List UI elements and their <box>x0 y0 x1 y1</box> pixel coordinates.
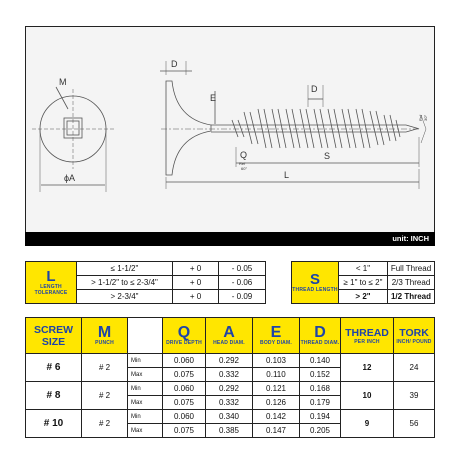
screw-drawing <box>25 26 435 246</box>
table-row <box>26 354 435 368</box>
label-ref2: Ref <box>418 114 423 121</box>
header-thread-label: THREAD <box>345 326 389 339</box>
thread-cell: 12 <box>341 354 394 382</box>
label-m: M <box>59 77 67 87</box>
tork-cell: 24 <box>394 354 435 382</box>
a-min: 0.340 <box>206 410 253 424</box>
header-size-label: SCREW SIZE <box>33 323 74 348</box>
header-q-label: Q <box>177 324 191 341</box>
label-angle2: 30° <box>423 114 428 121</box>
header-a-sub: HEAD DIAM. <box>213 340 245 346</box>
thread-title: S <box>309 271 320 288</box>
header-e-label: E <box>270 324 282 341</box>
screw-threads <box>232 109 400 148</box>
thread-title-cell <box>292 262 339 304</box>
label-e: E <box>210 93 217 103</box>
d-max: 0.205 <box>300 424 341 438</box>
thread-range: > 2" <box>339 290 388 304</box>
length-plus: + 0 <box>173 262 219 276</box>
e-min: 0.121 <box>253 382 300 396</box>
tork-cell: 39 <box>394 382 435 410</box>
length-minus: - 0.05 <box>219 262 266 276</box>
length-plus: + 0 <box>173 290 219 304</box>
thread-range: ≥ 1" to ≤ 2" <box>339 276 388 290</box>
thread-range: < 1" <box>339 262 388 276</box>
size-cell: # 10 <box>26 410 82 438</box>
header-q-sub: DRIVE DEPTH <box>166 340 202 346</box>
min-label: Min <box>128 410 163 424</box>
label-l: L <box>284 170 290 180</box>
q-max: 0.075 <box>163 396 206 410</box>
label-a: ϕA <box>64 173 76 183</box>
header-m-label: M <box>97 324 112 341</box>
size-cell: # 8 <box>26 382 82 410</box>
header-m <box>82 318 128 354</box>
label-s: S <box>324 151 331 161</box>
max-label: Max <box>128 396 163 410</box>
header-e-sub: BODY DIAM. <box>260 340 292 346</box>
a-min: 0.292 <box>206 382 253 396</box>
d-max: 0.179 <box>300 396 341 410</box>
q-min: 0.060 <box>163 354 206 368</box>
header-d-label: D <box>314 324 326 341</box>
table-row <box>26 410 435 424</box>
size-cell: # 6 <box>26 354 82 382</box>
max-label: Max <box>128 368 163 382</box>
header-size <box>26 318 82 354</box>
a-max: 0.332 <box>206 396 253 410</box>
header-d <box>300 318 341 354</box>
e-min: 0.142 <box>253 410 300 424</box>
length-plus: + 0 <box>173 276 219 290</box>
d-min: 0.140 <box>300 354 341 368</box>
label-angle: 60° <box>241 166 248 171</box>
header-thread <box>341 318 394 354</box>
thread-cell: 10 <box>341 382 394 410</box>
d-min: 0.168 <box>300 382 341 396</box>
thread-value: Full Thread <box>388 262 435 276</box>
label-ref: Ref <box>239 161 246 166</box>
length-tolerance-table <box>25 261 266 304</box>
a-min: 0.292 <box>206 354 253 368</box>
max-label: Max <box>128 424 163 438</box>
header-tork-label: TORK <box>399 326 429 339</box>
spec-table <box>25 317 435 438</box>
length-minus: - 0.09 <box>219 290 266 304</box>
screw-diagram <box>26 27 436 233</box>
unit-bar <box>25 232 435 246</box>
e-max: 0.110 <box>253 368 300 382</box>
table-row <box>26 382 435 396</box>
header-a-label: A <box>223 324 235 341</box>
label-d-right: D <box>311 84 318 94</box>
length-range: ≤ 1-1/2" <box>77 262 173 276</box>
e-min: 0.103 <box>253 354 300 368</box>
thread-value: 1/2 Thread <box>388 290 435 304</box>
punch-cell: # 2 <box>82 354 128 382</box>
thread-value: 2/3 Thread <box>388 276 435 290</box>
header-q <box>163 318 206 354</box>
header-tork-sub: INCH/ POUND <box>396 338 432 345</box>
header-a <box>206 318 253 354</box>
header-d-sub: THREAD DIAM. <box>300 340 340 346</box>
q-min: 0.060 <box>163 410 206 424</box>
q-min: 0.060 <box>163 382 206 396</box>
header-e <box>253 318 300 354</box>
screw-head <box>166 81 211 175</box>
punch-cell: # 2 <box>82 382 128 410</box>
length-title-cell <box>26 262 77 304</box>
thread-subtitle: THREAD LENGTH <box>292 287 338 293</box>
d-min: 0.194 <box>300 410 341 424</box>
q-max: 0.075 <box>163 368 206 382</box>
d-max: 0.152 <box>300 368 341 382</box>
punch-cell: # 2 <box>82 410 128 438</box>
thread-cell: 9 <box>341 410 394 438</box>
label-d-top: D <box>171 59 178 69</box>
thread-length-table <box>291 261 435 304</box>
label-q: Q <box>240 150 248 160</box>
header-tork <box>394 318 435 354</box>
e-max: 0.147 <box>253 424 300 438</box>
length-subtitle: LENGTH TOLERANCE <box>34 284 68 296</box>
min-label: Min <box>128 382 163 396</box>
a-max: 0.385 <box>206 424 253 438</box>
length-minus: - 0.06 <box>219 276 266 290</box>
tork-cell: 56 <box>394 410 435 438</box>
e-max: 0.126 <box>253 396 300 410</box>
header-thread-sub: PER INCH <box>354 338 380 345</box>
length-range: > 2-3/4" <box>77 290 173 304</box>
length-range: > 1-1/2" to ≤ 2-3/4" <box>77 276 173 290</box>
header-m-sub: PUNCH <box>95 340 114 346</box>
min-label: Min <box>128 354 163 368</box>
a-max: 0.332 <box>206 368 253 382</box>
unit-label: unit: INCH <box>392 234 429 243</box>
length-title: L <box>46 268 56 285</box>
header-blank <box>128 318 163 354</box>
q-max: 0.075 <box>163 424 206 438</box>
